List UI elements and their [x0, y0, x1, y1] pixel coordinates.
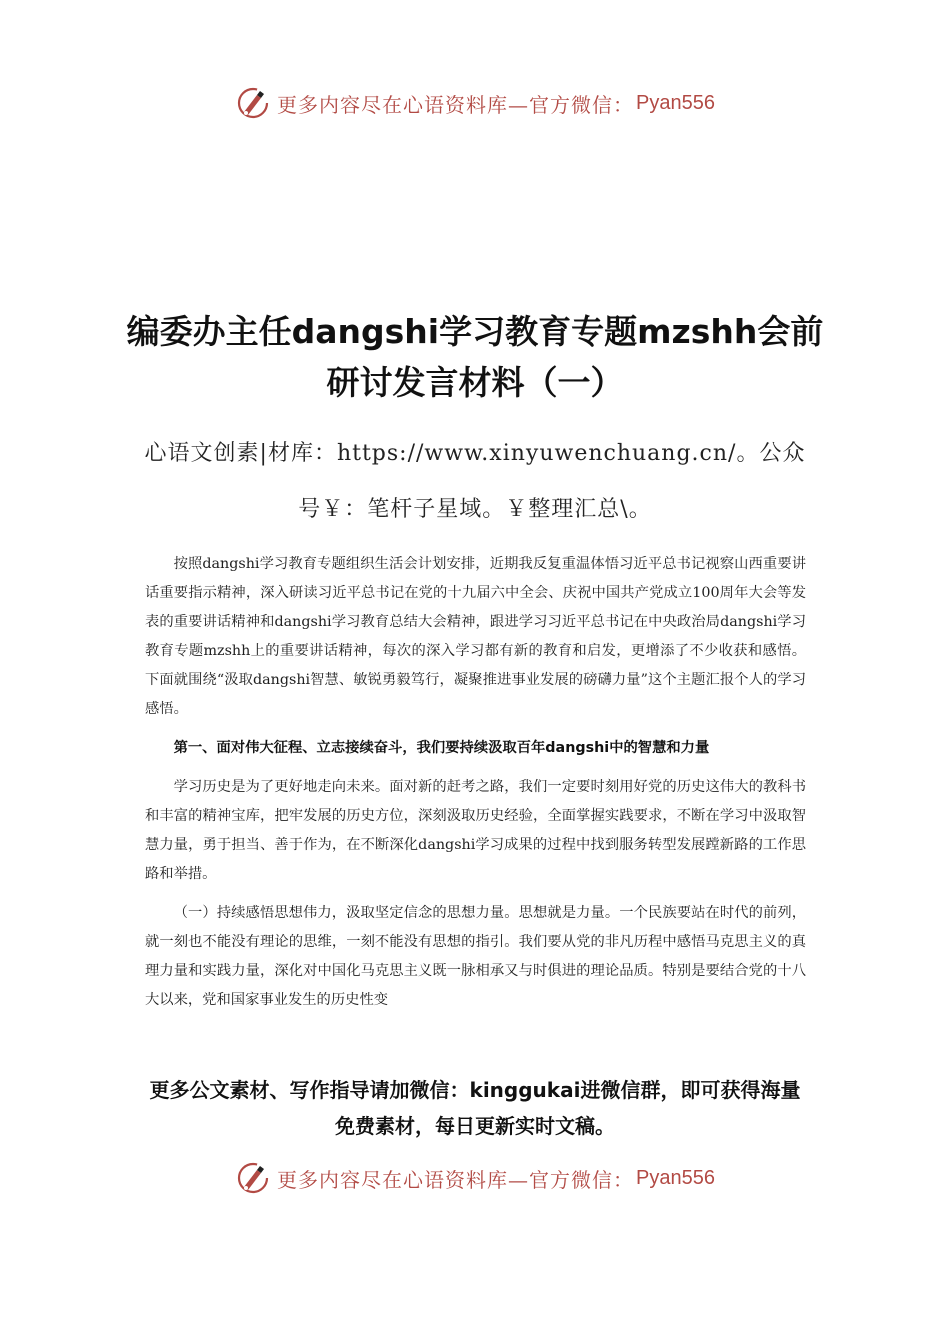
paragraph: （一）持续感悟思想伟力，汲取坚定信念的思想力量。思想就是力量。一个民族要站在时代的前列，就一刻也不能没有理论的思维，一刻不能没有思想的指引。我们要从党的非凡历程中感悟马克思主义的真理力量和实践力量，深化对中国化马克思主义既一脉相承又与时俱进的理论品质。特别是要结合党的十八大以来，党和国家事业发生的历史性变 — [145, 905, 806, 1008]
header-banner — [0, 81, 950, 125]
pen-nib-logo-icon — [235, 1160, 271, 1196]
paragraph: 学习历史是为了更好地走向未来。面对新的赶考之路，我们一定要时刻用好党的历史这伟大的教科书和丰富的精神宝库，把牢发展的历史方位，深刻汲取历史经验，全面掌握实践要求，不断在学习中汲取智慧力量，勇于担当、善于作为，在不断深化dangshi学习成果的过程中找到服务转型发展蹚新路的工作思路和举措。 — [145, 779, 806, 882]
page-title: 编委办主任dangshi学习教育专题mzshh会前研讨发言材料（一） — [126, 312, 824, 402]
banner-text: 更多内容尽在心语资料库—官方微信： — [277, 1167, 635, 1192]
document-body — [145, 550, 806, 1025]
footer-banner — [0, 1156, 950, 1200]
banner-wechat-id: Pyan556 — [636, 1166, 715, 1189]
paragraph-intro: 按照dangshi学习教育专题组织生活会计划安排，近期我反复重温体悟习近平总书记视察山西重要讲话重要指示精神，深入研读习近平总书记在党的十九届六中全会、庆祝中国共产党成立100周年大会等发表的重要讲话精神和dangshi学习教育总结大会精神，跟进学习习近平总书记在中央政治局dangshi学习教育专题mzshh上的重要讲话精神，每次的深入学习都有新的教育和启发，更增添了不少收获和感悟。下面就围绕“汲取dangshi智慧、敏锐勇毅笃行，凝聚推进事业发展的磅礴力量”这个主题汇报个人的学习感悟。 — [145, 556, 806, 717]
section-heading: 第一、面对伟大征程、立志接续奋斗，我们要持续汲取百年dangshi中的智慧和力量 — [173, 740, 710, 756]
banner-text: 更多内容尽在心语资料库—官方微信： — [277, 92, 635, 117]
promo-notice: 更多公文素材、写作指导请加微信：kinggukai进微信群，即可获得海量免费素材，每日更新实时文稿。 — [149, 1078, 801, 1138]
banner-wechat-id: Pyan556 — [636, 91, 715, 114]
source-line: 心语文创素|材库：https://www.xinyuwenchuang.cn/。公众号￥：笔杆子星域。￥整理汇总\。 — [144, 441, 806, 522]
pen-nib-logo-icon — [235, 85, 271, 121]
